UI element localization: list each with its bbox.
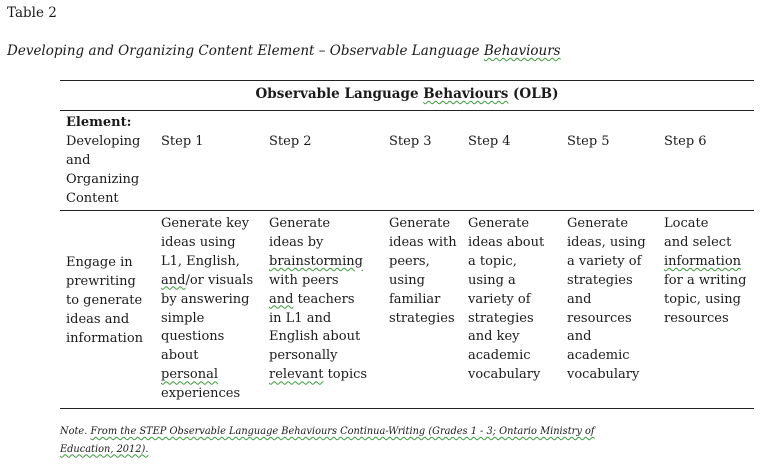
cell-line: strategies <box>468 310 534 326</box>
cell-line: academic <box>567 348 630 364</box>
step-4-header: Step 4 <box>468 134 511 149</box>
cell-line: experiences <box>161 386 241 402</box>
step-5-cell <box>567 215 646 385</box>
element-row-line: Engage in <box>66 255 133 270</box>
step-5-header: Step 5 <box>567 134 610 149</box>
cell-line: using a <box>468 272 516 288</box>
olb-divider-rule <box>60 110 754 111</box>
cell-line: ideas using <box>161 234 236 250</box>
cell-line: personally <box>269 348 338 364</box>
cell-line <box>161 366 253 385</box>
header-bottom-rule <box>60 210 754 211</box>
element-header-line: and <box>66 152 91 168</box>
cell-line: Generate key <box>161 216 250 231</box>
element-row-line: prewriting <box>66 273 136 289</box>
note-prefix: Note. <box>60 426 91 437</box>
underlined-word: and <box>161 272 186 288</box>
step-2-cell <box>269 215 367 385</box>
cell-line: familiar <box>389 291 441 307</box>
olb-title <box>60 86 754 102</box>
step-3-header: Step 3 <box>389 134 432 149</box>
cell-line: Locate <box>664 216 709 231</box>
caption-underlined-word: Behaviours <box>483 43 561 59</box>
olb-title-underlined: Behaviours <box>423 86 509 102</box>
step-4-cell <box>468 215 544 385</box>
table-note <box>60 423 620 458</box>
element-header-cell <box>66 114 140 209</box>
table-number: Table 2 <box>7 5 57 21</box>
table-bottom-rule <box>60 408 754 409</box>
cell-line: ideas with <box>389 234 457 250</box>
element-label: Element: <box>66 115 132 130</box>
table-top-rule <box>60 80 754 81</box>
cell-line: about <box>161 348 199 364</box>
underlined-word: relevant <box>269 367 324 383</box>
caption-text: Developing and Organizing Content Element – Observable Language <box>7 43 484 59</box>
cell-line: strategies <box>389 310 455 326</box>
step-3-cell <box>389 215 457 328</box>
cell-line: by answering <box>161 291 250 307</box>
cell-line: Generate <box>567 216 629 231</box>
step-2-header: Step 2 <box>269 134 312 149</box>
underlined-word: information <box>664 253 742 269</box>
step-1-header: Step 1 <box>161 134 204 149</box>
cell-line: ideas about <box>468 234 545 250</box>
note-source: From the STEP Observable Language Behaviours Continua-Writing (Grades 1 - 3; Ontario Ministry of Education, 2012). <box>60 426 595 455</box>
element-header-line: Content <box>66 190 119 206</box>
element-header-line: Developing <box>66 133 141 149</box>
cell-line: ideas by <box>269 234 324 250</box>
cell-line: peers, <box>389 253 430 269</box>
cell-line: vocabulary <box>567 367 640 383</box>
cell-line <box>161 272 253 291</box>
step-1-cell <box>161 215 253 404</box>
cell-line: in L1 and <box>269 310 332 326</box>
cell-line: Generate <box>389 216 451 231</box>
element-header-line: Organizing <box>66 171 140 187</box>
step-6-header: Step 6 <box>664 134 707 149</box>
cell-text: /or visuals <box>185 272 254 288</box>
cell-line: resources <box>664 310 729 326</box>
cell-line: simple <box>161 310 205 326</box>
cell-line: vocabulary <box>468 367 541 383</box>
element-row-line: information <box>66 330 144 346</box>
cell-line: topic, using <box>664 291 741 307</box>
cell-line: with peers <box>269 272 339 288</box>
cell-line: and select <box>664 234 732 250</box>
cell-line <box>269 253 367 272</box>
step-6-cell <box>664 215 746 328</box>
cell-line: variety of <box>468 291 531 307</box>
cell-line: and <box>567 291 592 307</box>
cell-line <box>269 366 367 385</box>
olb-title-text: Observable Language <box>255 86 424 102</box>
element-row-line: ideas and <box>66 311 130 327</box>
cell-line: a topic, <box>468 253 517 269</box>
cell-line: strategies <box>567 272 633 288</box>
cell-text: topics <box>323 367 368 383</box>
table-caption <box>7 43 561 59</box>
underlined-word: personal <box>161 367 219 383</box>
element-row-line: to generate <box>66 292 143 308</box>
cell-line: Generate <box>468 216 530 231</box>
cell-line: resources <box>567 310 632 326</box>
element-row-cell <box>66 254 143 349</box>
cell-line: for a writing <box>664 272 747 288</box>
cell-line <box>664 253 746 272</box>
cell-line: using <box>389 272 425 288</box>
underlined-word: and <box>269 291 294 307</box>
cell-line: ideas, using <box>567 234 646 250</box>
cell-line: questions <box>161 329 225 345</box>
cell-line: English about <box>269 329 361 345</box>
cell-line: L1, English, <box>161 253 240 269</box>
cell-text: teachers <box>293 291 355 307</box>
olb-title-suffix: (OLB) <box>508 86 559 102</box>
cell-line <box>269 291 367 310</box>
cell-line: Generate <box>269 216 331 231</box>
underlined-word: brainstorming <box>269 253 363 269</box>
cell-line: a variety of <box>567 253 642 269</box>
cell-line: and key <box>468 329 520 345</box>
cell-line: and <box>567 329 592 345</box>
cell-line: academic <box>468 348 531 364</box>
